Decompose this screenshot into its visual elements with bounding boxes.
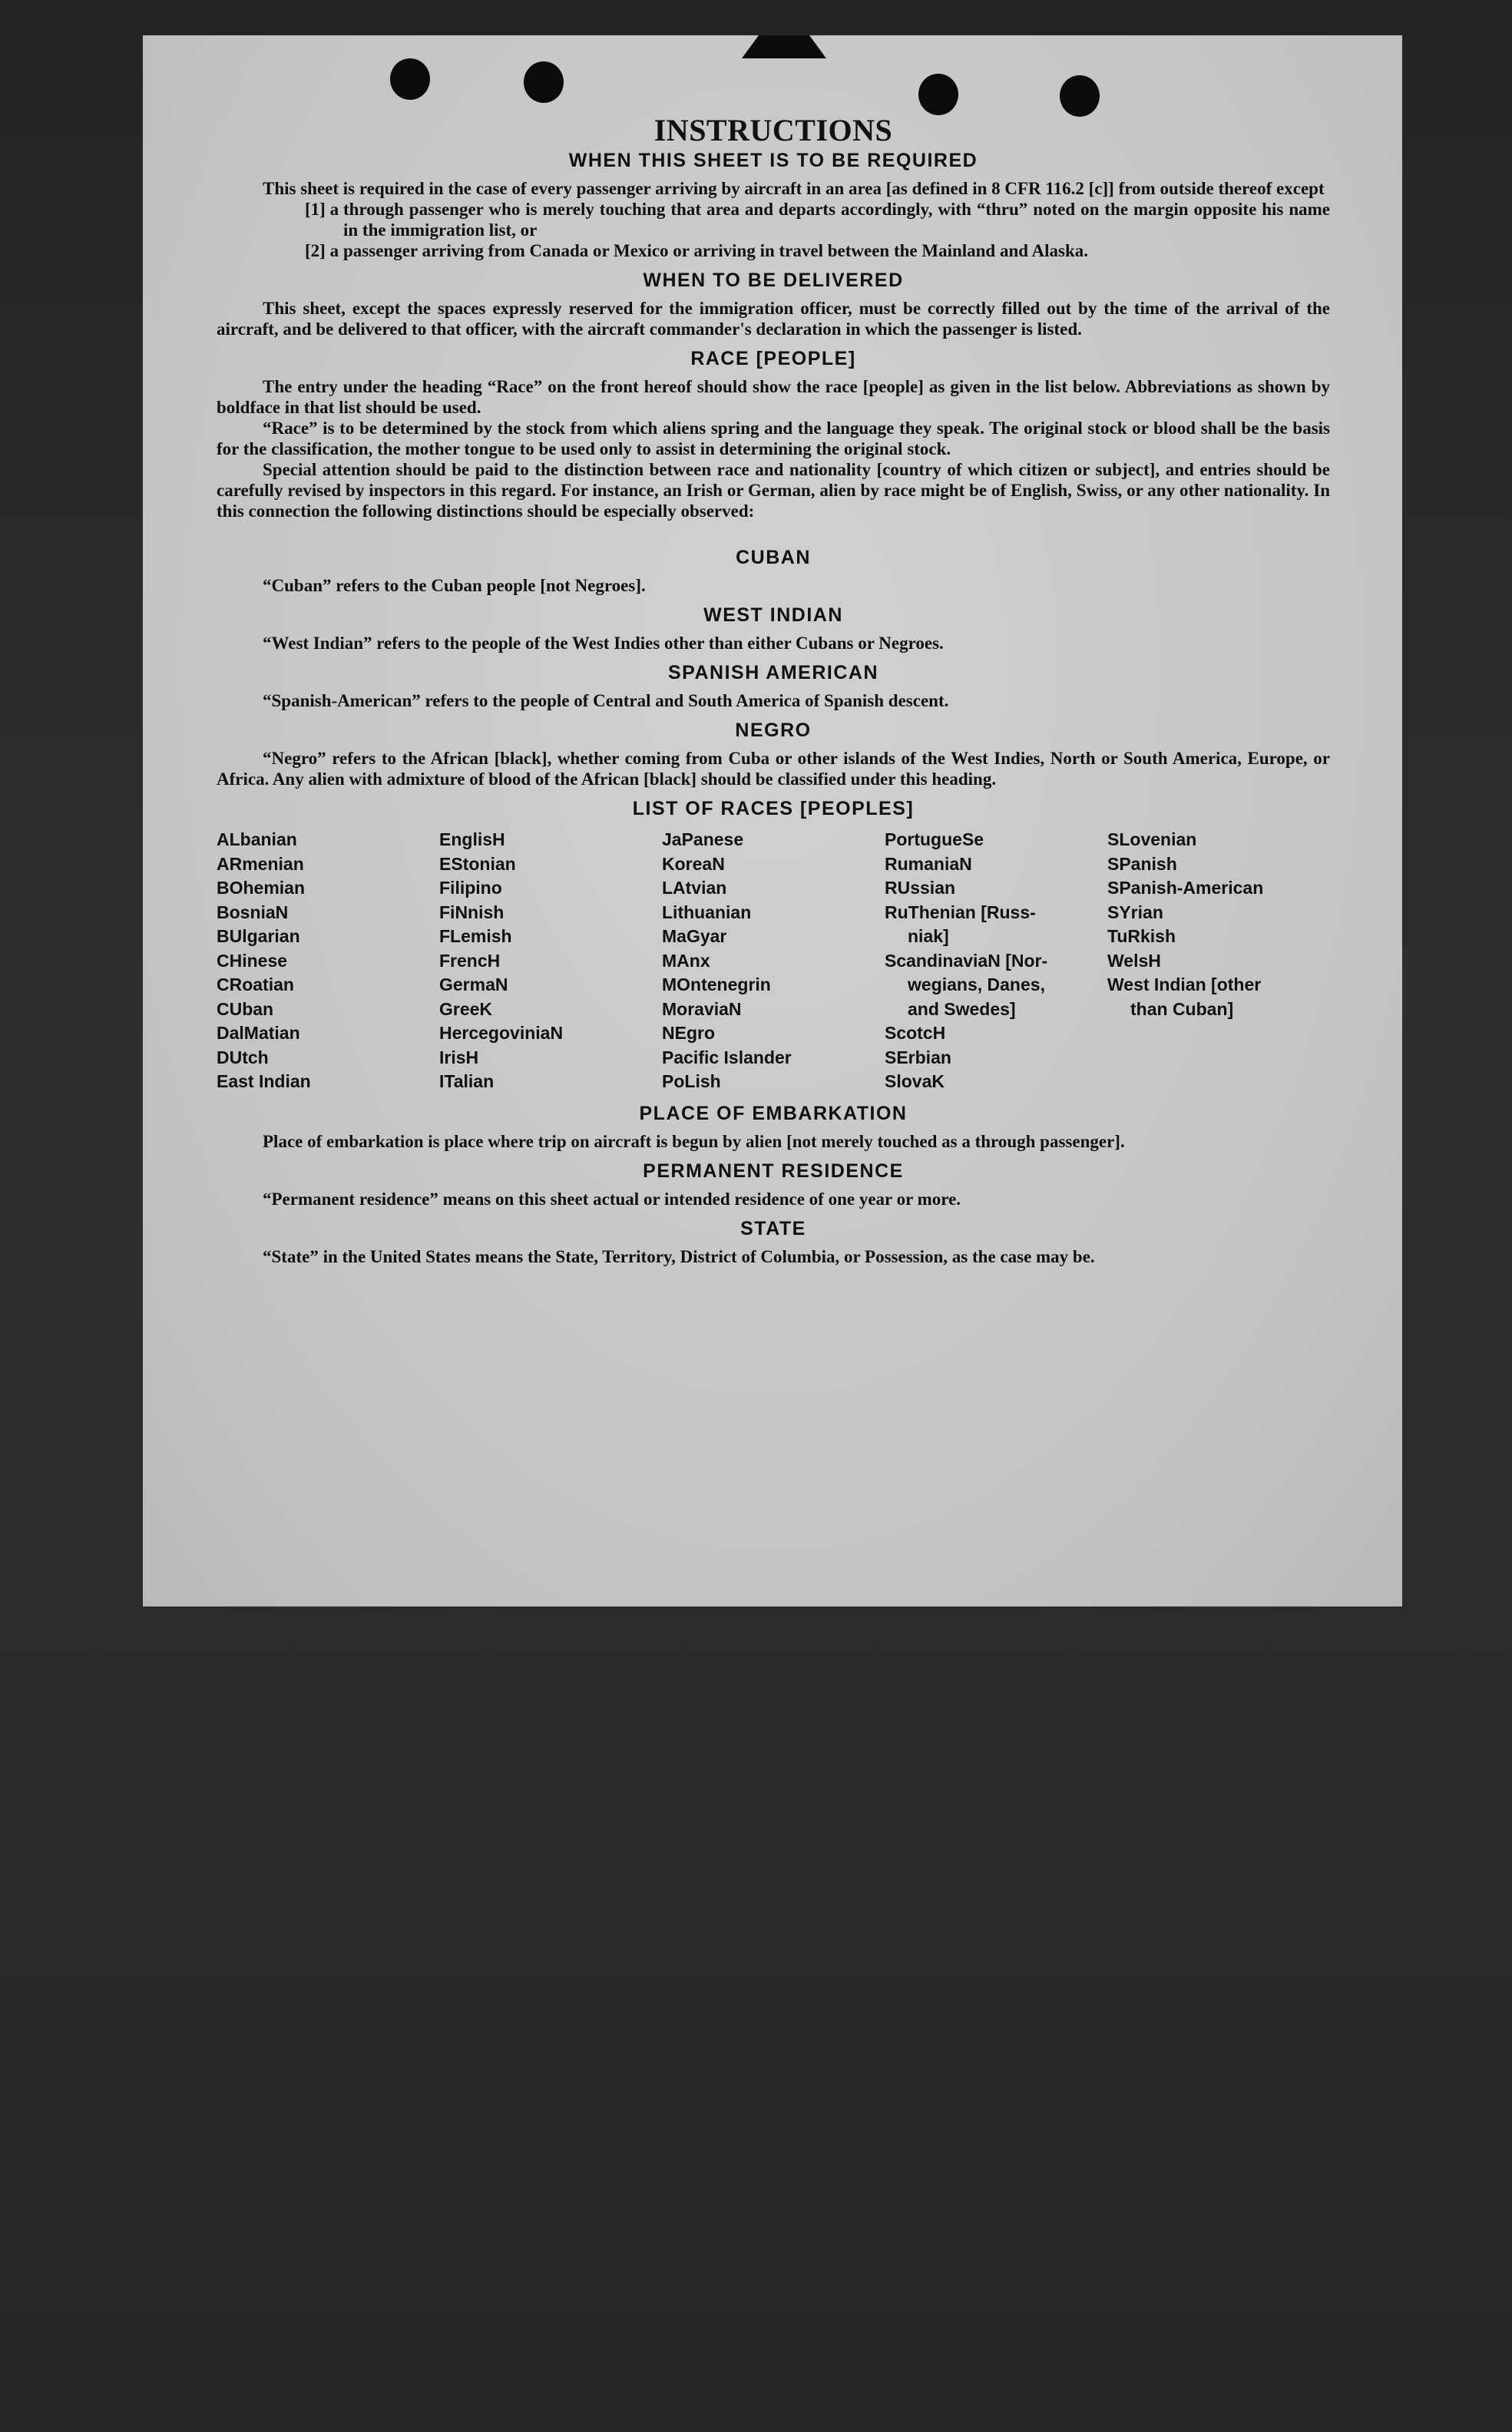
race-entry: EStonian	[439, 853, 516, 874]
exception-text: through passenger who is merely touching that area and departs accordingly, with “thru” noted on the margin opposite his name in the immigration list, or	[343, 200, 1330, 240]
race-entry: HercegoviniaN	[439, 1023, 564, 1043]
heading-state: STATE	[740, 1217, 806, 1239]
race-entry: GermaN	[439, 974, 508, 994]
races-column	[662, 828, 885, 1094]
races-column	[217, 828, 439, 1094]
race-entry: DUtch	[217, 1047, 269, 1067]
race-entry: BUlgarian	[217, 926, 300, 946]
race-entry: FrencH	[439, 950, 501, 971]
race-entry: MoraviaN	[662, 998, 742, 1019]
heading-when-delivered: WHEN TO BE DELIVERED	[643, 270, 904, 291]
race-entry: wegians, Danes,	[908, 974, 1045, 994]
exception-number: [1] a	[305, 200, 339, 219]
race-entry: SErbian	[885, 1047, 951, 1067]
race-entry: ARmenian	[217, 853, 304, 874]
race-entry: JaPanese	[662, 829, 744, 849]
race-entry: FiNnish	[439, 902, 505, 922]
punch-hole	[524, 61, 564, 103]
binder-tab-mark	[742, 35, 826, 58]
delivered-text: This sheet, except the spaces expressly reserved for the immigration officer, must be correctly filled out by the time of the arrival of the aircraft, and be delivered to that officer, with the aircraft commander's declaration in which the passenger is listed.	[217, 299, 1330, 339]
race-entry: SPanish	[1107, 853, 1177, 874]
heading-place-of-embarkation: PLACE OF EMBARKATION	[639, 1102, 908, 1124]
race-entry: FLemish	[439, 926, 512, 946]
heading-west-indian: WEST INDIAN	[703, 604, 843, 626]
races-column	[885, 828, 1107, 1094]
race-entry: ALbanian	[217, 829, 297, 849]
race-entry: GreeK	[439, 998, 493, 1019]
race-entry: and Swedes]	[908, 998, 1016, 1019]
race-entry: than Cuban]	[1130, 998, 1234, 1019]
punch-hole	[918, 74, 958, 115]
race-entry: RuThenian [Russ-	[885, 902, 1036, 922]
races-column	[1107, 828, 1330, 1094]
heading-permanent-residence: PERMANENT RESIDENCE	[643, 1160, 904, 1182]
race-entry: PoLish	[662, 1071, 721, 1091]
race-entry: RumaniaN	[885, 853, 972, 874]
race-entry: ScandinaviaN [Nor-	[885, 950, 1048, 971]
race-entry: SlovaK	[885, 1071, 945, 1091]
race-entry: ScotcH	[885, 1023, 946, 1043]
race-entry: EnglisH	[439, 829, 505, 849]
heading-race: RACE [PEOPLE]	[690, 348, 856, 369]
exception-item	[305, 240, 1330, 261]
page-title: INSTRUCTIONS	[653, 113, 893, 147]
heading-cuban: CUBAN	[736, 547, 811, 568]
race-paragraph-1: The entry under the heading “Race” on the front hereof should show the race [people] as given in the list below. Abbreviations as shown by boldface in that list should be used.	[217, 377, 1330, 417]
race-entry: niak]	[908, 926, 949, 946]
exception-text: passenger arriving from Canada or Mexico or arriving in travel between the Mainland and Alaska.	[343, 241, 1089, 260]
race-entry: Lithuanian	[662, 902, 752, 922]
race-entry: LAtvian	[662, 878, 727, 898]
race-entry: KoreaN	[662, 853, 725, 874]
race-entry: Filipino	[439, 878, 502, 898]
race-entry: MaGyar	[662, 926, 727, 946]
races-column	[439, 828, 662, 1094]
state-text: “State” in the United States means the State, Territory, District of Columbia, or Possession, as the case may be.	[263, 1246, 1095, 1266]
instruction-sheet	[143, 35, 1402, 1606]
race-entry: SYrian	[1107, 902, 1163, 922]
spanish-american-text: “Spanish-American” refers to the people of Central and South America of Spanish descent.	[263, 691, 949, 710]
exception-number: [2] a	[305, 241, 339, 260]
race-entry: Pacific Islander	[662, 1047, 792, 1067]
race-entry: CRoatian	[217, 974, 294, 994]
race-entry: NEgro	[662, 1023, 715, 1043]
required-intro: This sheet is required in the case of every passenger arriving by aircraft in an area [as defined in 8 CFR 116.2 [c]] from outside thereof except	[263, 179, 1325, 198]
punch-hole	[1060, 75, 1100, 117]
race-entry: TuRkish	[1107, 926, 1176, 946]
race-paragraph-2: “Race” is to be determined by the stock from which aliens spring and the language they speak. The original stock or blood shall be the basis for the classification, the mother tongue to be used only to assist in determining the original stock.	[217, 419, 1330, 458]
race-entry: East Indian	[217, 1071, 311, 1091]
instructions-content	[217, 112, 1330, 1267]
race-entry: SPanish-American	[1107, 878, 1264, 898]
race-entry: MOntenegrin	[662, 974, 771, 994]
race-entry: West Indian [other	[1107, 974, 1262, 994]
race-entry: IrisH	[439, 1047, 479, 1067]
race-entry: CHinese	[217, 950, 288, 971]
race-entry: DalMatian	[217, 1023, 300, 1043]
west-indian-text: “West Indian” refers to the people of the West Indies other than either Cubans or Negroes.	[263, 634, 944, 653]
heading-list-of-races: LIST OF RACES [PEOPLES]	[632, 798, 915, 819]
punch-hole	[390, 58, 430, 100]
heading-negro: NEGRO	[735, 720, 812, 741]
cuban-text: “Cuban” refers to the Cuban people [not Negroes].	[263, 576, 646, 595]
race-entry: WelsH	[1107, 950, 1161, 971]
race-entry: SLovenian	[1107, 829, 1197, 849]
heading-spanish-american: SPANISH AMERICAN	[667, 662, 878, 683]
residence-text: “Permanent residence” means on this sheet actual or intended residence of one year or more.	[263, 1189, 961, 1209]
race-entry: RUssian	[885, 878, 956, 898]
race-entry: CUban	[217, 998, 274, 1019]
race-entry: PortugueSe	[885, 829, 984, 849]
race-entry: ITalian	[439, 1071, 495, 1091]
list-of-races	[217, 828, 1330, 1094]
race-entry: MAnx	[662, 950, 710, 971]
race-entry: BOhemian	[217, 878, 306, 898]
exception-item	[305, 199, 1330, 240]
embarkation-text: Place of embarkation is place where trip on aircraft is begun by alien [not merely touched as a through passenger].	[263, 1131, 1125, 1151]
race-paragraph-3: Special attention should be paid to the distinction between race and nationality [country of which citizen or subject], and entries should be carefully revised by inspectors in this regard. For instance, an Irish or German, alien by race might be of English, Swiss, or any other nationality. In this connection the following distinctions should be especially observed:	[217, 460, 1330, 521]
negro-text: “Negro” refers to the African [black], whether coming from Cuba or other islands of the West Indies, North or South America, Europe, or Africa. Any alien with admixture of blood of the African [black] should be classified under this heading.	[217, 749, 1330, 789]
heading-when-required: WHEN THIS SHEET IS TO BE REQUIRED	[568, 150, 978, 171]
race-entry: BosniaN	[217, 902, 289, 922]
